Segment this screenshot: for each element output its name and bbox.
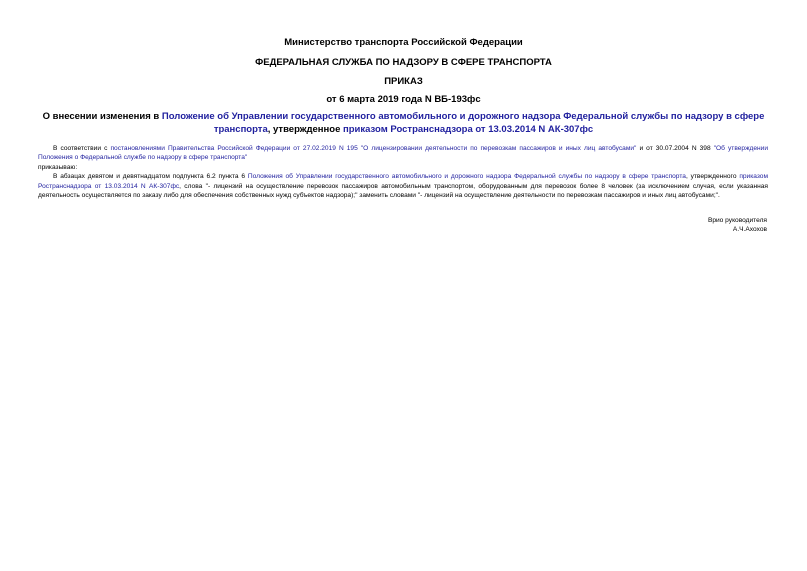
para2-text1: В абзацах девятом и девятнадцатом подпункта 6.2 пункта 6 [53,173,248,181]
para2-text2: , утвержденного [685,173,740,181]
paragraph-amendment [38,172,768,200]
para1-text1: В соответствии с [53,145,111,152]
signature-block [708,216,767,235]
title-prefix: О внесении изменения в [42,111,162,122]
signature-name: А.Ч.Ахохов [732,226,767,234]
document-type: ПРИКАЗ [384,76,423,87]
document-body [38,144,768,200]
orders-word: приказываю: [38,163,78,171]
para2-link-order[interactable]: приказом Ространснадзора от 13.03.2014 N АК-307фс [38,173,769,190]
title-link-regulation[interactable]: Положение об Управлении государственного автомобильного и дорожного надзора Федеральной службы по надзору в сфере транспорта [161,111,765,135]
para2-link-regulation[interactable]: Положения об Управлении государственного автомобильного и дорожного надзора Федеральной службы по надзору в сфере транспорта [247,173,686,181]
ministry-heading: Министерство транспорта Российской Федерации [284,37,523,48]
signature-position: Врио руководителя [707,217,767,224]
para2-text3: , слова "- лицензий на осуществление перевозок пассажиров автомобильным транспортом, оборудованным для перевозок более 8 человек (за исключением случая, если указанная деятельность осуществляется по заказу либо для обеспечения собственных нужд субъектов надзора);" заменить словами "- лицензий на осуществление деятельности по перевозкам пассажиров и иных лиц автобусами;". [38,182,769,200]
title-link-order[interactable]: приказом Ространснадзора от 13.03.2014 N АК-307фс [343,124,594,135]
title-middle: , утвержденное [267,124,343,135]
paragraph-basis [38,144,768,163]
document-date-number: от 6 марта 2019 года N ВБ-193фс [326,94,481,105]
service-heading: ФЕДЕРАЛЬНАЯ СЛУЖБА ПО НАДЗОРУ В СФЕРЕ ТРАНСПОРТА [255,57,552,68]
document-title [40,110,767,136]
para1-link-decree[interactable]: постановлениями Правительства Российской Федерации от 27.02.2019 N 195 "О лицензировании деятельности по перевозкам пассажиров и иных лиц автобусами" [110,145,637,152]
para1-link-regulation[interactable]: "Об утверждении Положения о Федеральной службе по надзору в сфере транспорта" [38,145,769,162]
para1-text2: и от 30.07.2004 N 398 [636,145,714,152]
